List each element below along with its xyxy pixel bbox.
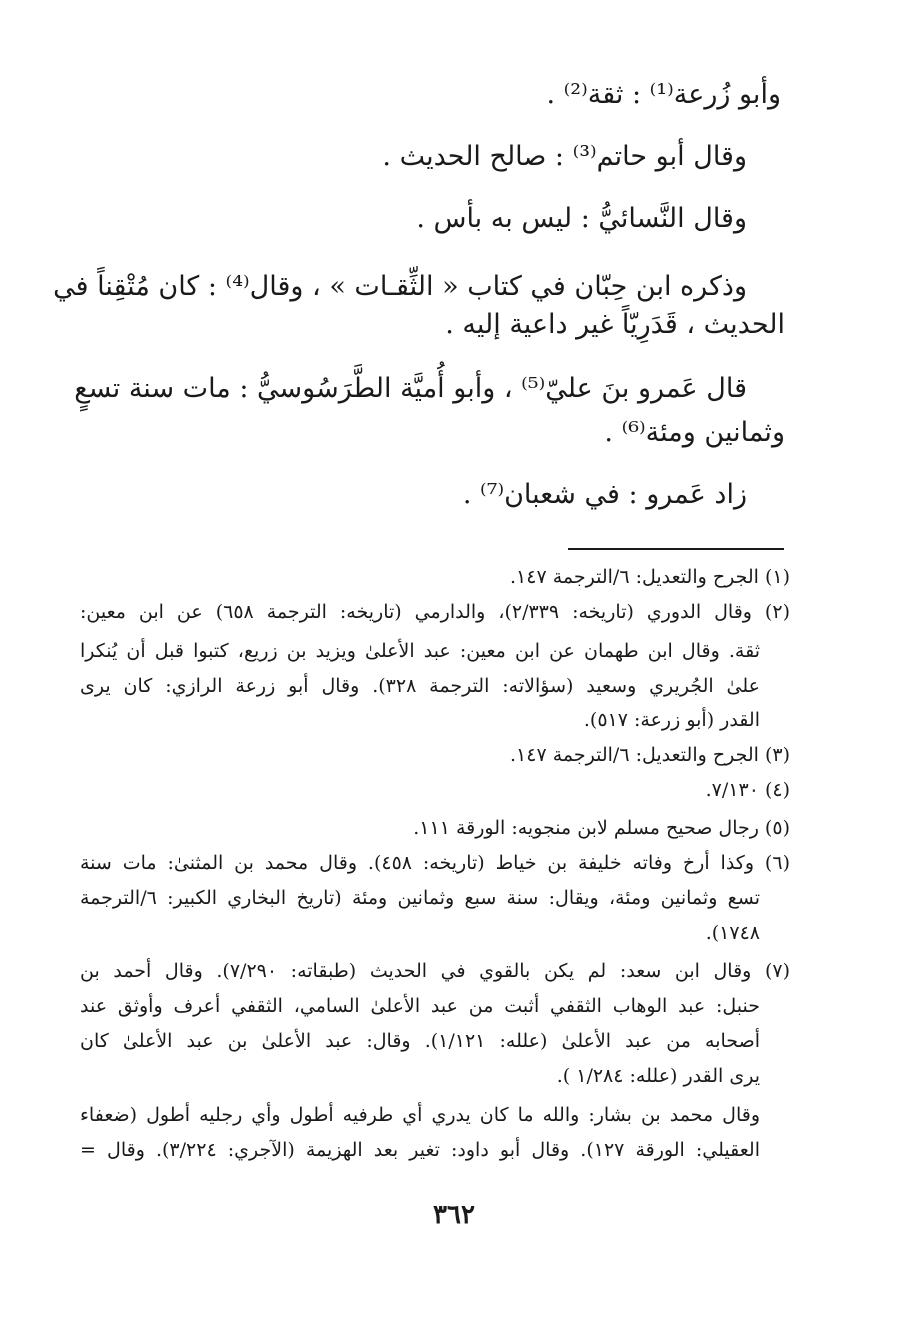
footnote-3: (٣) الجرح والتعديل: ٦/الترجمة ١٤٧.	[510, 744, 790, 766]
main-line: وذكره ابن حِبّان في كتاب « الثِّقـات » ، وقال⁽⁴⁾ : كان مُتْقِناً في	[53, 271, 747, 302]
footnote-6-line: ١٧٤٨).	[705, 922, 760, 944]
main-line: وثمانين ومئة⁽⁶⁾ .	[604, 417, 785, 448]
main-line: زاد عَمرو : في شعبان⁽⁷⁾ .	[462, 479, 747, 510]
footnote-7-line: يرى القدر (علله: ١/٢٨٤ ).	[556, 1065, 760, 1087]
footnote-6-line: (٦) وكذا أرخ وفاته خليفة بن خياط (تاريخه: ٤٥٨). وقال محمد بن المثنىٰ: مات سنة	[80, 852, 790, 874]
footnote-5: (٥) رجال صحيح مسلم لابن منجويه: الورقة ١١١.	[413, 817, 790, 839]
main-line: وقال النَّسائيُّ : ليس به بأس .	[416, 203, 747, 234]
footnote-6-line: تسع وثمانين ومئة، ويقال: سنة سبع وثمانين ومئة (تاريخ البخاري الكبير: ٦/الترجمة	[80, 887, 760, 909]
footnote-7-line: وقال محمد بن بشار: والله ما كان يدري أي طرفيه أطول وأي رجليه أطول (ضعفاء	[80, 1104, 760, 1126]
footnote-7-line: حنبل: عبد الوهاب الثقفي أثبت من عبد الأعلىٰ السامي، الثقفي أعرف وأوثق عند	[80, 995, 760, 1017]
footnote-7-line: (٧) وقال ابن سعد: لم يكن بالقوي في الحديث (طبقاته: ٧/٢٩٠). وقال أحمد بن	[80, 960, 791, 982]
footnote-7-line: العقيلي: الورقة ١٢٧). وقال أبو داود: تغير بعد الهزيمة (الآجري: ٣/٢٢٤). وقال =	[80, 1139, 760, 1161]
footnote-divider	[568, 548, 784, 550]
footnote-4: (٤) ٧/١٣٠.	[705, 779, 790, 801]
main-line: وأبو زُرعة⁽¹⁾ : ثقة⁽²⁾ .	[546, 79, 781, 110]
page-number: ٣٦٢	[433, 1200, 475, 1230]
main-line: وقال أبو حاتم⁽³⁾ : صالح الحديث .	[382, 141, 747, 172]
main-line: الحديث ، قَدَرِيّاً غير داعية إليه .	[445, 309, 785, 340]
footnote-2-line: علىٰ الجُريري وسعيد (سؤالاته: الترجمة ٣٢٨). وقال أبو زرعة الرازي: كان يرى	[80, 675, 760, 697]
footnote-1: (١) الجرح والتعديل: ٦/الترجمة ١٤٧.	[510, 566, 790, 588]
footnote-2-line: القدر (أبو زرعة: ٥١٧).	[583, 709, 760, 731]
main-line: قال عَمرو بنَ عليّ⁽⁵⁾ ، وأبو أُميَّة الطَّرَسُوسيُّ : مات سنة تسعٍ	[74, 373, 747, 404]
footnote-2-line: (٢) وقال الدوري (تاريخه: ٢/٣٣٩)، والدارمي (تاريخه: الترجمة ٦٥٨) عن ابن معين:	[80, 601, 790, 623]
footnote-2-line: ثقة. وقال ابن طهمان عن ابن معين: عبد الأعلىٰ ويزيد بن زريع، كتبوا قبل أن يُنكرا	[80, 640, 760, 662]
footnote-7-line: أصحابه من عبد الأعلىٰ (علله: ١/١٢١). وقال: عبد الأعلىٰ بن عبد الأعلىٰ كان	[80, 1030, 760, 1052]
